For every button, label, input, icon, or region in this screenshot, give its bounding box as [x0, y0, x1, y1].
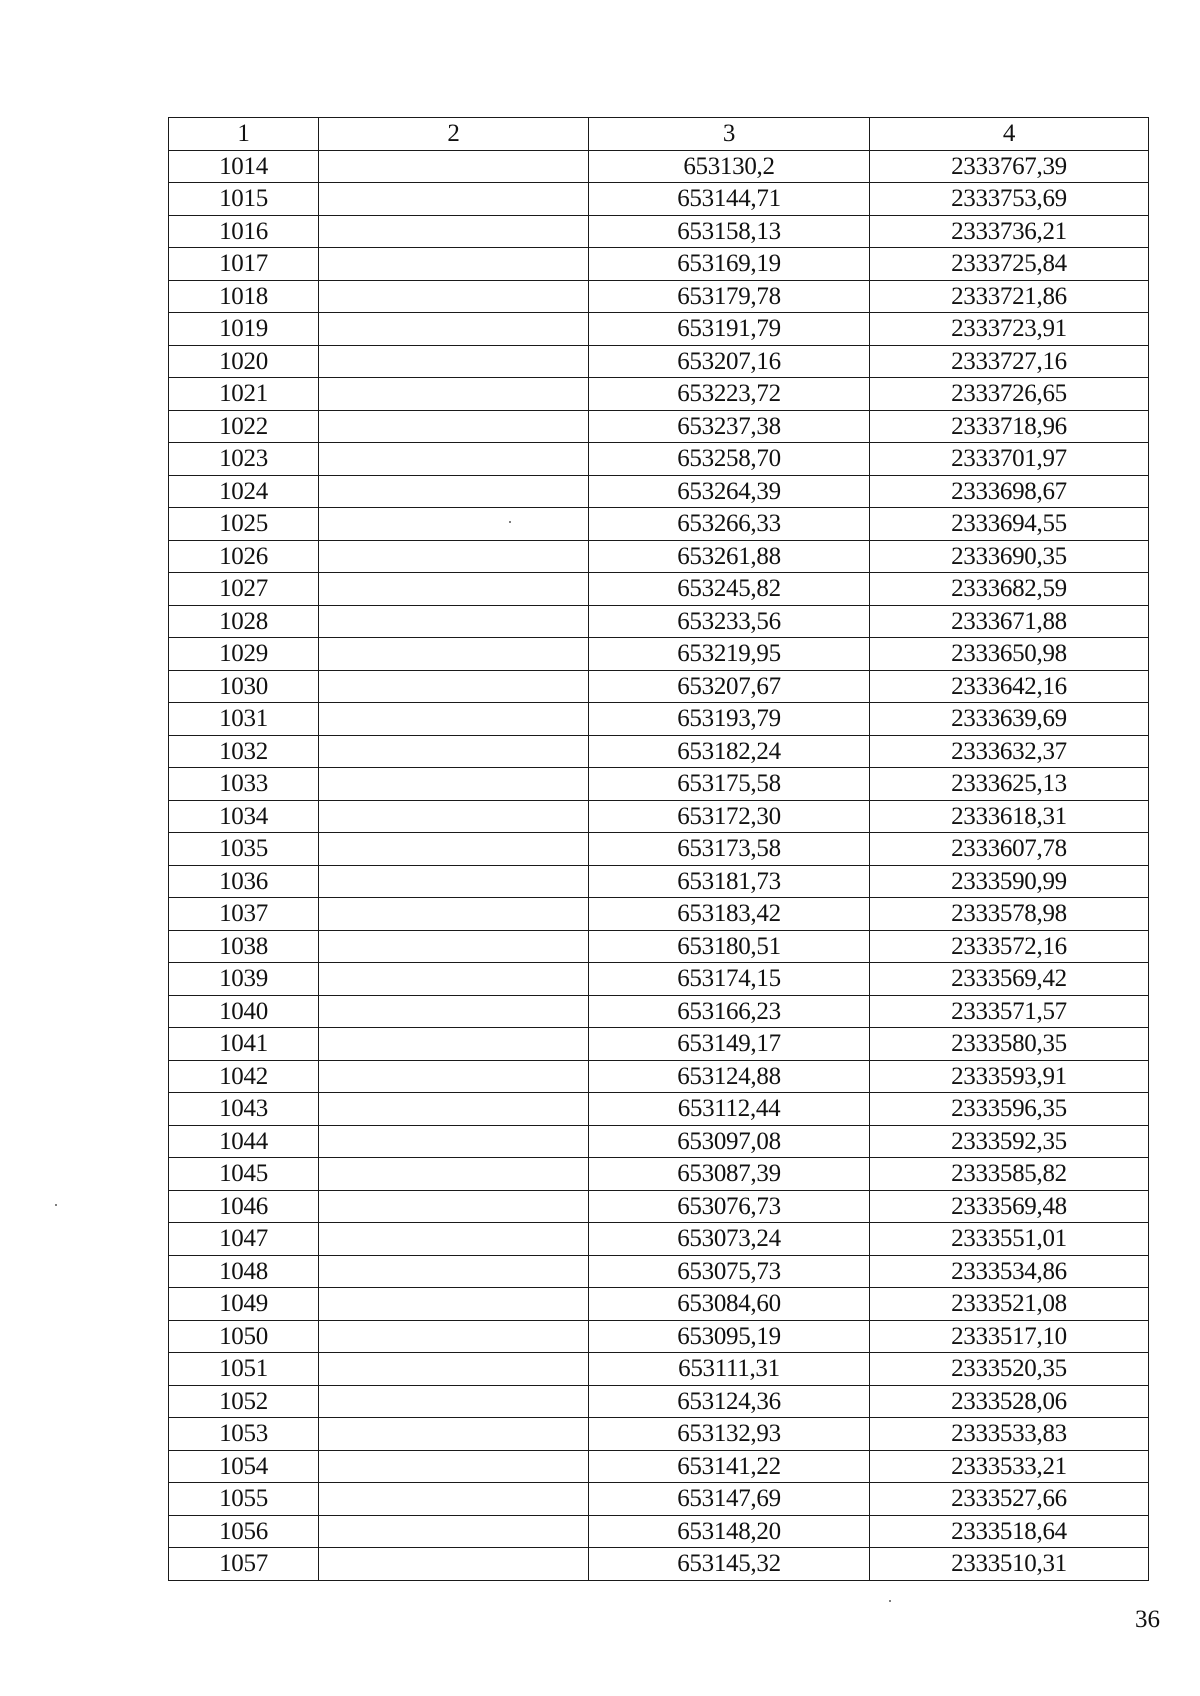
- name-cell: [319, 963, 589, 996]
- y-coordinate-cell: 2333592,35: [870, 1125, 1149, 1158]
- y-coordinate-cell: 2333718,96: [870, 410, 1149, 443]
- point-number-cell: 1034: [169, 800, 319, 833]
- table-row: [169, 378, 1149, 411]
- table-row: [169, 1255, 1149, 1288]
- point-number-cell: 1024: [169, 475, 319, 508]
- name-cell: [319, 768, 589, 801]
- point-number-cell: 1040: [169, 995, 319, 1028]
- x-coordinate-cell: 653182,24: [589, 735, 870, 768]
- table-row: [169, 573, 1149, 606]
- name-cell: [319, 410, 589, 443]
- name-cell: [319, 930, 589, 963]
- point-number-cell: 1027: [169, 573, 319, 606]
- y-coordinate-cell: 2333572,16: [870, 930, 1149, 963]
- name-cell: [319, 573, 589, 606]
- x-coordinate-cell: 653173,58: [589, 833, 870, 866]
- y-coordinate-cell: 2333694,55: [870, 508, 1149, 541]
- name-cell: [319, 150, 589, 183]
- x-coordinate-cell: 653181,73: [589, 865, 870, 898]
- y-coordinate-cell: 2333698,67: [870, 475, 1149, 508]
- x-coordinate-cell: 653219,95: [589, 638, 870, 671]
- point-number-cell: 1016: [169, 215, 319, 248]
- table-row: [169, 1418, 1149, 1451]
- point-number-cell: 1032: [169, 735, 319, 768]
- point-number-cell: 1046: [169, 1190, 319, 1223]
- x-coordinate-cell: 653223,72: [589, 378, 870, 411]
- point-number-cell: 1017: [169, 248, 319, 281]
- table-row: [169, 1028, 1149, 1061]
- point-number-cell: 1019: [169, 313, 319, 346]
- point-number-cell: 1052: [169, 1385, 319, 1418]
- point-number-cell: 1054: [169, 1450, 319, 1483]
- y-coordinate-cell: 2333517,10: [870, 1320, 1149, 1353]
- x-coordinate-cell: 653145,32: [589, 1548, 870, 1581]
- x-coordinate-cell: 653147,69: [589, 1483, 870, 1516]
- x-coordinate-cell: 653183,42: [589, 898, 870, 931]
- y-coordinate-cell: 2333585,82: [870, 1158, 1149, 1191]
- table-row: [169, 930, 1149, 963]
- point-number-cell: 1029: [169, 638, 319, 671]
- table-row: [169, 313, 1149, 346]
- table-row: [169, 995, 1149, 1028]
- x-coordinate-cell: 653073,24: [589, 1223, 870, 1256]
- name-cell: [319, 1093, 589, 1126]
- table-row: [169, 1223, 1149, 1256]
- y-coordinate-cell: 2333521,08: [870, 1288, 1149, 1321]
- x-coordinate-cell: 653191,79: [589, 313, 870, 346]
- point-number-cell: 1049: [169, 1288, 319, 1321]
- table-body: [169, 150, 1149, 1580]
- y-coordinate-cell: 2333632,37: [870, 735, 1149, 768]
- name-cell: [319, 1190, 589, 1223]
- name-cell: [319, 833, 589, 866]
- y-coordinate-cell: 2333528,06: [870, 1385, 1149, 1418]
- x-coordinate-cell: 653266,33: [589, 508, 870, 541]
- name-cell: [319, 670, 589, 703]
- x-coordinate-cell: 653193,79: [589, 703, 870, 736]
- x-coordinate-cell: 653111,31: [589, 1353, 870, 1386]
- y-coordinate-cell: 2333701,97: [870, 443, 1149, 476]
- y-coordinate-cell: 2333593,91: [870, 1060, 1149, 1093]
- name-cell: [319, 605, 589, 638]
- x-coordinate-cell: 653084,60: [589, 1288, 870, 1321]
- y-coordinate-cell: 2333767,39: [870, 150, 1149, 183]
- column-header-1: 1: [169, 118, 319, 151]
- point-number-cell: 1048: [169, 1255, 319, 1288]
- name-cell: [319, 1288, 589, 1321]
- x-coordinate-cell: 653097,08: [589, 1125, 870, 1158]
- point-number-cell: 1042: [169, 1060, 319, 1093]
- table-row: [169, 1158, 1149, 1191]
- table-row: [169, 1515, 1149, 1548]
- name-cell: [319, 313, 589, 346]
- table-row: [169, 1548, 1149, 1581]
- y-coordinate-cell: 2333551,01: [870, 1223, 1149, 1256]
- table-row: [169, 1483, 1149, 1516]
- y-coordinate-cell: 2333569,48: [870, 1190, 1149, 1223]
- point-number-cell: 1057: [169, 1548, 319, 1581]
- y-coordinate-cell: 2333726,65: [870, 378, 1149, 411]
- name-cell: [319, 995, 589, 1028]
- table-row: [169, 410, 1149, 443]
- table-row: [169, 1320, 1149, 1353]
- point-number-cell: 1023: [169, 443, 319, 476]
- y-coordinate-cell: 2333727,16: [870, 345, 1149, 378]
- point-number-cell: 1033: [169, 768, 319, 801]
- name-cell: [319, 443, 589, 476]
- x-coordinate-cell: 653141,22: [589, 1450, 870, 1483]
- point-number-cell: 1050: [169, 1320, 319, 1353]
- name-cell: [319, 508, 589, 541]
- name-cell: [319, 1483, 589, 1516]
- y-coordinate-cell: 2333578,98: [870, 898, 1149, 931]
- point-number-cell: 1045: [169, 1158, 319, 1191]
- name-cell: [319, 215, 589, 248]
- name-cell: [319, 248, 589, 281]
- name-cell: [319, 1028, 589, 1061]
- table-row: [169, 1288, 1149, 1321]
- name-cell: [319, 1515, 589, 1548]
- x-coordinate-cell: 653158,13: [589, 215, 870, 248]
- name-cell: [319, 1548, 589, 1581]
- table-row: [169, 735, 1149, 768]
- column-header-2: 2: [319, 118, 589, 151]
- table-row: [169, 280, 1149, 313]
- point-number-cell: 1035: [169, 833, 319, 866]
- table-row: [169, 833, 1149, 866]
- table-row: [169, 865, 1149, 898]
- y-coordinate-cell: 2333671,88: [870, 605, 1149, 638]
- name-cell: [319, 1450, 589, 1483]
- name-cell: [319, 865, 589, 898]
- x-coordinate-cell: 653124,36: [589, 1385, 870, 1418]
- point-number-cell: 1038: [169, 930, 319, 963]
- point-number-cell: 1037: [169, 898, 319, 931]
- point-number-cell: 1018: [169, 280, 319, 313]
- name-cell: [319, 475, 589, 508]
- table-row: [169, 183, 1149, 216]
- x-coordinate-cell: 653087,39: [589, 1158, 870, 1191]
- table-row: [169, 540, 1149, 573]
- x-coordinate-cell: 653169,19: [589, 248, 870, 281]
- x-coordinate-cell: 653179,78: [589, 280, 870, 313]
- point-number-cell: 1056: [169, 1515, 319, 1548]
- y-coordinate-cell: 2333725,84: [870, 248, 1149, 281]
- table-row: [169, 150, 1149, 183]
- x-coordinate-cell: 653180,51: [589, 930, 870, 963]
- table-row: [169, 1060, 1149, 1093]
- point-number-cell: 1014: [169, 150, 319, 183]
- y-coordinate-cell: 2333618,31: [870, 800, 1149, 833]
- table-row: [169, 1353, 1149, 1386]
- x-coordinate-cell: 653245,82: [589, 573, 870, 606]
- x-coordinate-cell: 653075,73: [589, 1255, 870, 1288]
- column-header-3: 3: [589, 118, 870, 151]
- name-cell: [319, 1255, 589, 1288]
- y-coordinate-cell: 2333607,78: [870, 833, 1149, 866]
- table-row: [169, 1125, 1149, 1158]
- y-coordinate-cell: 2333650,98: [870, 638, 1149, 671]
- x-coordinate-cell: 653172,30: [589, 800, 870, 833]
- y-coordinate-cell: 2333520,35: [870, 1353, 1149, 1386]
- name-cell: [319, 1060, 589, 1093]
- point-number-cell: 1015: [169, 183, 319, 216]
- x-coordinate-cell: 653166,23: [589, 995, 870, 1028]
- y-coordinate-cell: 2333580,35: [870, 1028, 1149, 1061]
- y-coordinate-cell: 2333642,16: [870, 670, 1149, 703]
- y-coordinate-cell: 2333590,99: [870, 865, 1149, 898]
- name-cell: [319, 280, 589, 313]
- name-cell: [319, 735, 589, 768]
- y-coordinate-cell: 2333569,42: [870, 963, 1149, 996]
- table-row: [169, 443, 1149, 476]
- y-coordinate-cell: 2333527,66: [870, 1483, 1149, 1516]
- x-coordinate-cell: 653095,19: [589, 1320, 870, 1353]
- name-cell: [319, 1158, 589, 1191]
- table-row: [169, 638, 1149, 671]
- point-number-cell: 1031: [169, 703, 319, 736]
- name-cell: [319, 540, 589, 573]
- point-number-cell: 1036: [169, 865, 319, 898]
- y-coordinate-cell: 2333518,64: [870, 1515, 1149, 1548]
- point-number-cell: 1047: [169, 1223, 319, 1256]
- table-row: [169, 475, 1149, 508]
- x-coordinate-cell: 653076,73: [589, 1190, 870, 1223]
- name-cell: [319, 898, 589, 931]
- x-coordinate-cell: 653112,44: [589, 1093, 870, 1126]
- y-coordinate-cell: 2333736,21: [870, 215, 1149, 248]
- point-number-cell: 1053: [169, 1418, 319, 1451]
- x-coordinate-cell: 653207,16: [589, 345, 870, 378]
- x-coordinate-cell: 653237,38: [589, 410, 870, 443]
- name-cell: [319, 1418, 589, 1451]
- point-number-cell: 1041: [169, 1028, 319, 1061]
- y-coordinate-cell: 2333690,35: [870, 540, 1149, 573]
- scan-speck: [889, 1600, 891, 1602]
- table-row: [169, 898, 1149, 931]
- y-coordinate-cell: 2333682,59: [870, 573, 1149, 606]
- y-coordinate-cell: 2333625,13: [870, 768, 1149, 801]
- name-cell: [319, 1320, 589, 1353]
- table-row: [169, 703, 1149, 736]
- point-number-cell: 1025: [169, 508, 319, 541]
- x-coordinate-cell: 653149,17: [589, 1028, 870, 1061]
- y-coordinate-cell: 2333596,35: [870, 1093, 1149, 1126]
- x-coordinate-cell: 653233,56: [589, 605, 870, 638]
- x-coordinate-cell: 653175,58: [589, 768, 870, 801]
- coordinates-table: [168, 117, 1149, 1581]
- scan-speck: [509, 521, 511, 523]
- y-coordinate-cell: 2333753,69: [870, 183, 1149, 216]
- point-number-cell: 1044: [169, 1125, 319, 1158]
- y-coordinate-cell: 2333510,31: [870, 1548, 1149, 1581]
- table-row: [169, 215, 1149, 248]
- name-cell: [319, 638, 589, 671]
- table-row: [169, 248, 1149, 281]
- y-coordinate-cell: 2333723,91: [870, 313, 1149, 346]
- table-row: [169, 1093, 1149, 1126]
- point-number-cell: 1043: [169, 1093, 319, 1126]
- point-number-cell: 1051: [169, 1353, 319, 1386]
- y-coordinate-cell: 2333721,86: [870, 280, 1149, 313]
- table-row: [169, 1190, 1149, 1223]
- scan-speck: [55, 1204, 57, 1206]
- name-cell: [319, 1353, 589, 1386]
- point-number-cell: 1026: [169, 540, 319, 573]
- point-number-cell: 1022: [169, 410, 319, 443]
- point-number-cell: 1055: [169, 1483, 319, 1516]
- x-coordinate-cell: 653261,88: [589, 540, 870, 573]
- x-coordinate-cell: 653174,15: [589, 963, 870, 996]
- x-coordinate-cell: 653132,93: [589, 1418, 870, 1451]
- name-cell: [319, 345, 589, 378]
- table-row: [169, 963, 1149, 996]
- x-coordinate-cell: 653258,70: [589, 443, 870, 476]
- x-coordinate-cell: 653207,67: [589, 670, 870, 703]
- point-number-cell: 1039: [169, 963, 319, 996]
- name-cell: [319, 1125, 589, 1158]
- name-cell: [319, 378, 589, 411]
- table-row: [169, 1385, 1149, 1418]
- y-coordinate-cell: 2333533,83: [870, 1418, 1149, 1451]
- table-header-row: [169, 118, 1149, 151]
- y-coordinate-cell: 2333533,21: [870, 1450, 1149, 1483]
- x-coordinate-cell: 653130,2: [589, 150, 870, 183]
- x-coordinate-cell: 653124,88: [589, 1060, 870, 1093]
- table-row: [169, 768, 1149, 801]
- name-cell: [319, 703, 589, 736]
- x-coordinate-cell: 653264,39: [589, 475, 870, 508]
- name-cell: [319, 183, 589, 216]
- name-cell: [319, 800, 589, 833]
- table-row: [169, 508, 1149, 541]
- table-row: [169, 605, 1149, 638]
- page-number: 36: [1135, 1606, 1160, 1633]
- y-coordinate-cell: 2333639,69: [870, 703, 1149, 736]
- name-cell: [319, 1223, 589, 1256]
- table-row: [169, 670, 1149, 703]
- y-coordinate-cell: 2333534,86: [870, 1255, 1149, 1288]
- point-number-cell: 1028: [169, 605, 319, 638]
- column-header-4: 4: [870, 118, 1149, 151]
- y-coordinate-cell: 2333571,57: [870, 995, 1149, 1028]
- table-row: [169, 345, 1149, 378]
- table-row: [169, 800, 1149, 833]
- x-coordinate-cell: 653148,20: [589, 1515, 870, 1548]
- x-coordinate-cell: 653144,71: [589, 183, 870, 216]
- point-number-cell: 1030: [169, 670, 319, 703]
- point-number-cell: 1021: [169, 378, 319, 411]
- point-number-cell: 1020: [169, 345, 319, 378]
- table-row: [169, 1450, 1149, 1483]
- name-cell: [319, 1385, 589, 1418]
